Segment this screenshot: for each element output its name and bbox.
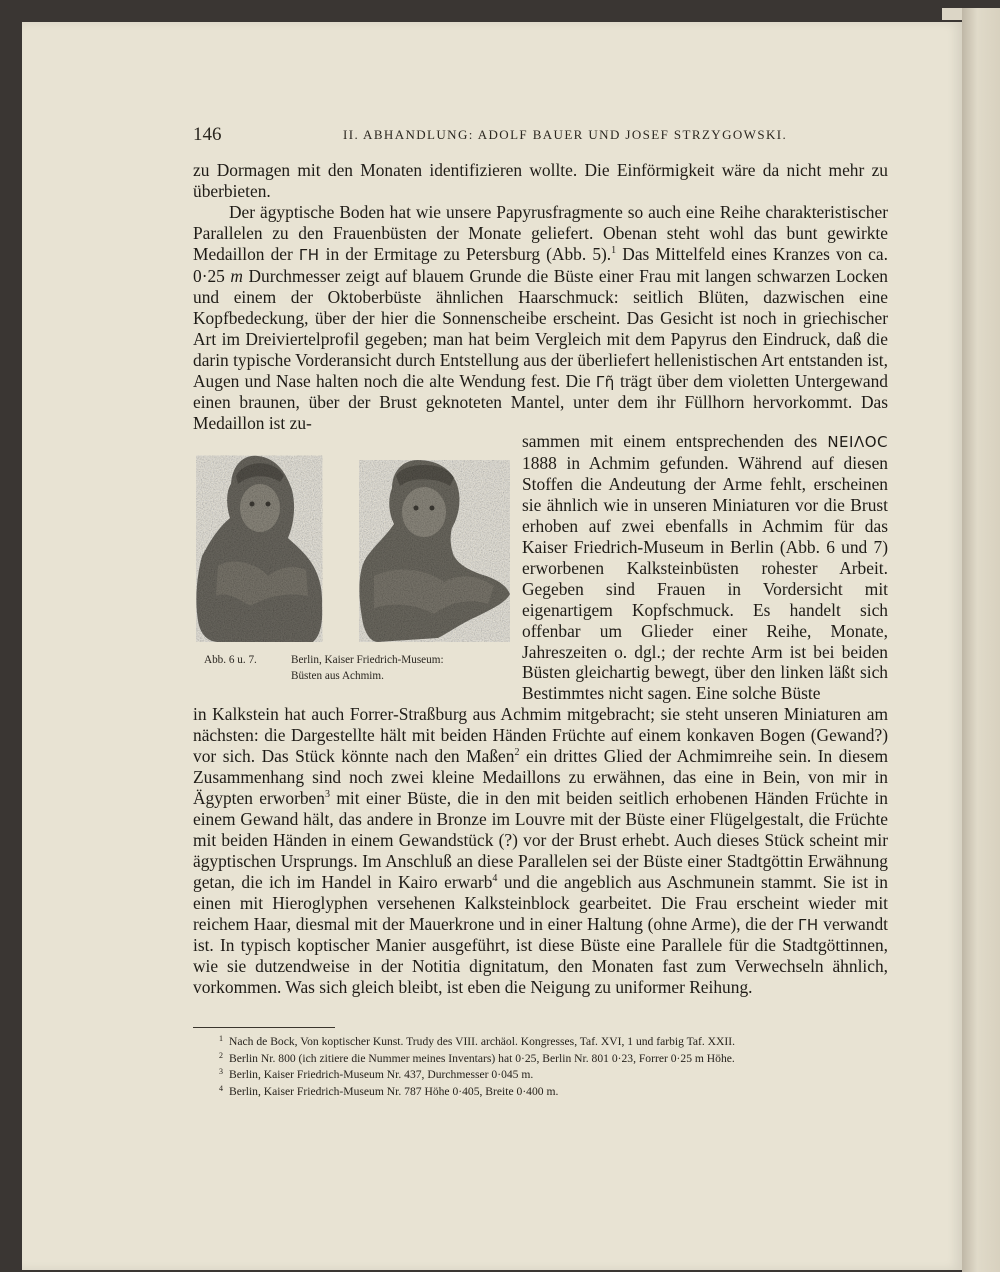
bust-figure-6 [196,456,322,642]
bust-figure-7 [359,460,510,642]
paragraph-1: zu Dormagen mit den Monaten identifizieren wollte. Die Einförmigkeit wäre da nicht mehr zu überbieten. [193,160,888,201]
running-head-title: II. ABHANDLUNG: ADOLF BAUER UND JOSEF STRZYGOWSKI. [343,127,788,142]
greek-gh: ΓΗ [798,915,819,934]
text-block-bottom [193,704,888,998]
figure-6-7 [188,446,518,690]
footnote-2: 2 Berlin Nr. 800 (ich zitiere die Nummer meines Inventars) hat 0·25, Berlin Nr. 801 0·23, Forrer 0·25 m Höhe. [219,1050,735,1065]
footnote-ref-3[interactable]: 3 [324,789,330,801]
footnote-divider [193,1027,335,1028]
text-block-wrap [522,431,888,704]
caption-line-1: Berlin, Kaiser Friedrich-Museum: [291,654,444,666]
footnote-4: 4 Berlin, Kaiser Friedrich-Museum Nr. 787 Höhe 0·405, Breite 0·400 m. [219,1083,559,1098]
paragraph-2-continued: sammen mit einem entsprechenden des ΝΕΙΛΟϹ 1888 in Achmim gefunden. Während auf diesen Stoffen die Andeutung der Arme fehlt, erscheinen sie ähnlich wie in unseren Miniaturen vor die Brust erhoben auf zwei ebenfalls in Achmim für das Kaiser Friedrich-Museum in Berlin (Abb. 6 und 7) erworbenen Kalksteinbüsten rohester Arbeit. Gegeben sind Frauen in Vordersicht mit eigenartigem Kopfschmuck. Es handelt sich offenbar um Glieder einer Reihe, Monate, Jahreszeiten o. dgl.; der rechte Arm ist bei beiden Büsten gleichartig bewegt, über den linken läßt sich Bestimmtes nicht sagen. Eine solche Büste [522,431,888,704]
greek-gh-accent: Γη̃ [595,372,615,391]
paragraph-2: Der ägyptische Boden hat wie unsere Papyrusfragmente so auch eine Reihe charakteristischer Parallelen zu den Frauenbüsten der Monate geliefert. Obenan steht wohl das bunt gewirkte Medaillon der ΓΗ in der Ermitage zu Petersburg (Abb. 5).$^1$ Das Mittelfeld eines Kranzes von ca. 0·25 m Durchmesser zeigt auf blauem Grunde die Büste einer Frau mit langen schwarzen Locken und einem der Oktoberbüste ähnlichen Haarschmuck: seitlich Blüten, dazwischen eine Kopfbedeckung, über der hier die Sonnenscheibe erscheint. Das Gesicht ist noch in griechischer Art im Dreiviertelprofil gegeben; man hat beim Vergleich mit dem Papyrus den Eindruck, daß die darin typische Vorderansicht durch Entstellung aus der überliefert hellenistischen Art entstanden ist, Augen und Nase halten noch die alte Wendung fest. Die Γη̃ trägt über dem violetten Untergewand einen braunen, über der Brust geknoteten Mantel, unter dem ihr Füllhorn hervorkommt. Das Medaillon ist zu- [193,201,888,434]
paragraph-3: in Kalkstein hat auch Forrer-Straßburg aus Achmim mitgebracht; sie steht unseren Miniaturen am nächsten: die Dargestellte hält mit beiden Händen Früchte auf einem konkaven Bogen (Gewand?) vor sich. Das Stück könnte nach den Maßen$^2$ ein drittes Glied der Achmimreihe sein. In diesem Zusammenhang sind noch zwei kleine Medaillons zu erwähnen, das eine in Bein, von mir in Ägypten erworben$^3$ mit einer Büste, die in den mit beiden seitlich erhobenen Händen Früchte in einem Gewand hält, das andere in Bronze im Louvre mit der Büste einer Flügelgestalt, die Früchte mit beiden Händen in einem Gewandstück (?) vor der Brust erhebt. Auch dieses Stück scheint mir ägyptischen Ursprungs. Im Anschluß an diese Parallelen sei der Büste einer Stadtgöttin Erwähnung getan, die ich im Handel in Kairo erwarb$^4$ und die angeblich aus Aschmunein stammt. Sie ist in einen mit Hieroglyphen versehenen Kalksteinblock gearbeitet. Die Frau erscheint wieder mit reichem Haar, diesmal mit der Mauerkrone und in einer Haltung (ohne Arme), die der ΓΗ verwandt ist. In typisch koptischer Manier ausgeführt, ist diese Büste eine Parallele für die Stadtgöttinnen, wie sie dutzendweise in der Notitia dignitatum, den Monaten fast zum Verwechseln ähnlich, vorkommen. Was sich gleich bleibt, ist eben die Neigung zu uniformer Reihung. [193,704,889,998]
greek-neilos: ΝΕΙΛΟϹ [827,433,888,451]
figure-label: Abb. 6 u. 7. [204,654,257,666]
footnote-3: 3 Berlin, Kaiser Friedrich-Museum Nr. 437, Durchmesser 0·045 m. [219,1067,534,1081]
footnote-ref-2[interactable]: 2 [514,747,520,759]
footnote-ref-1[interactable]: 1 [611,245,617,257]
footnote-ref-4[interactable]: 4 [492,872,498,884]
caption-line-2: Büsten aus Achmim. [291,670,384,682]
greek-gh: ΓΗ [298,245,320,264]
footnote-1: 1 Nach de Bock, Von koptischer Kunst. Trudy des VIII. archäol. Kongresses, Taf. XVI, 1 und farbig Taf. XXII. [219,1034,736,1048]
figure-bust-images [188,446,518,651]
page-number: 146 [193,124,222,145]
facing-page-edge [962,8,1000,1272]
running-head [193,124,893,150]
footnotes [193,1034,888,1100]
text-block-top [193,160,888,434]
